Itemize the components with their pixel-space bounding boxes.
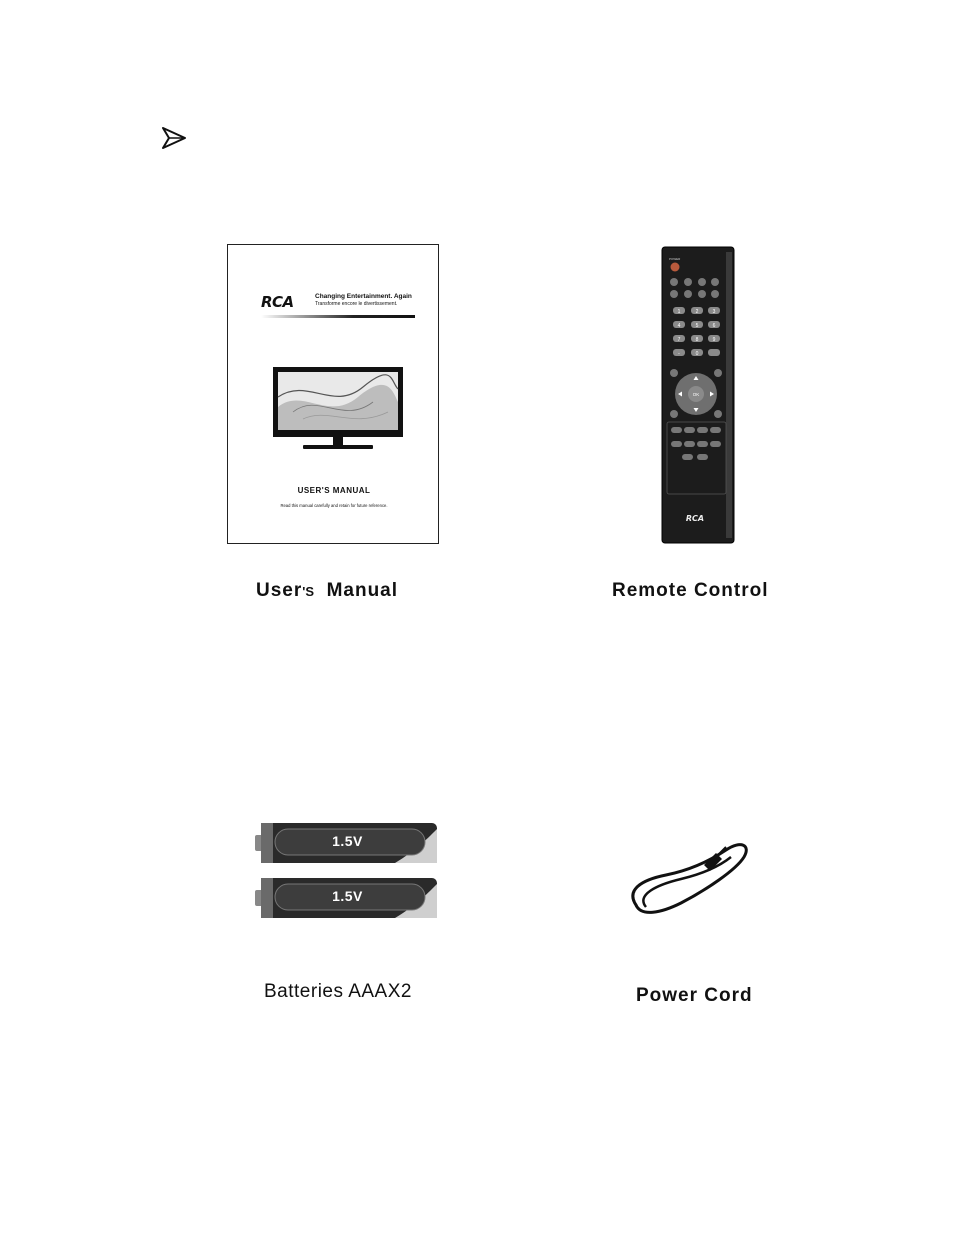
remote-key-8: 8 (695, 337, 699, 343)
battery-2-voltage: 1.5V (332, 888, 363, 904)
remote-key-1: 1 (677, 309, 681, 315)
arrow-bullet-icon (160, 124, 188, 152)
caption-remote-control: Remote Control (612, 580, 769, 601)
battery-image (255, 821, 440, 865)
manual-cover-subtitle: Read this manual carefully and retain for future reference. (280, 503, 388, 508)
users-manual-image (227, 244, 439, 544)
remote-key-3: 3 (712, 309, 716, 315)
remote-ok-label: OK (692, 392, 700, 397)
tv-illustration (273, 367, 403, 451)
caption-batteries: Batteries AAAX2 (264, 981, 412, 1002)
caption-users-manual (256, 580, 398, 602)
power-cord-image (626, 835, 752, 921)
caption-users-manual-possessive: 'S (302, 584, 315, 599)
caption-users-manual-rest: Manual (326, 580, 399, 601)
remote-key-0: 0 (695, 351, 699, 357)
remote-power-button (671, 263, 680, 272)
remote-key-4: 4 (677, 323, 681, 329)
manual-rule (261, 315, 415, 318)
caption-power-cord: Power Cord (636, 985, 753, 1006)
remote-key-9: 9 (712, 337, 716, 343)
battery-image (255, 876, 440, 920)
remote-brand-logo: RCA (685, 514, 705, 523)
remote-power-label: POWER (669, 257, 681, 261)
manual-brand-logo: RCA (261, 293, 294, 311)
remote-key-6: 6 (712, 323, 716, 329)
battery-1-voltage: 1.5V (332, 833, 363, 849)
remote-key-7: 7 (677, 337, 681, 343)
manual-tagline-en: Changing Entertainment. Again (315, 293, 412, 300)
caption-users-manual-word: User (256, 580, 303, 601)
remote-key-dash: - (678, 351, 680, 357)
remote-control-image (660, 246, 736, 544)
remote-key-5: 5 (695, 323, 699, 329)
manual-tagline-fr: Transforme encore le divertissement. (315, 301, 398, 307)
manual-cover-title: USER'S MANUAL (297, 486, 371, 495)
remote-key-2: 2 (695, 309, 699, 315)
